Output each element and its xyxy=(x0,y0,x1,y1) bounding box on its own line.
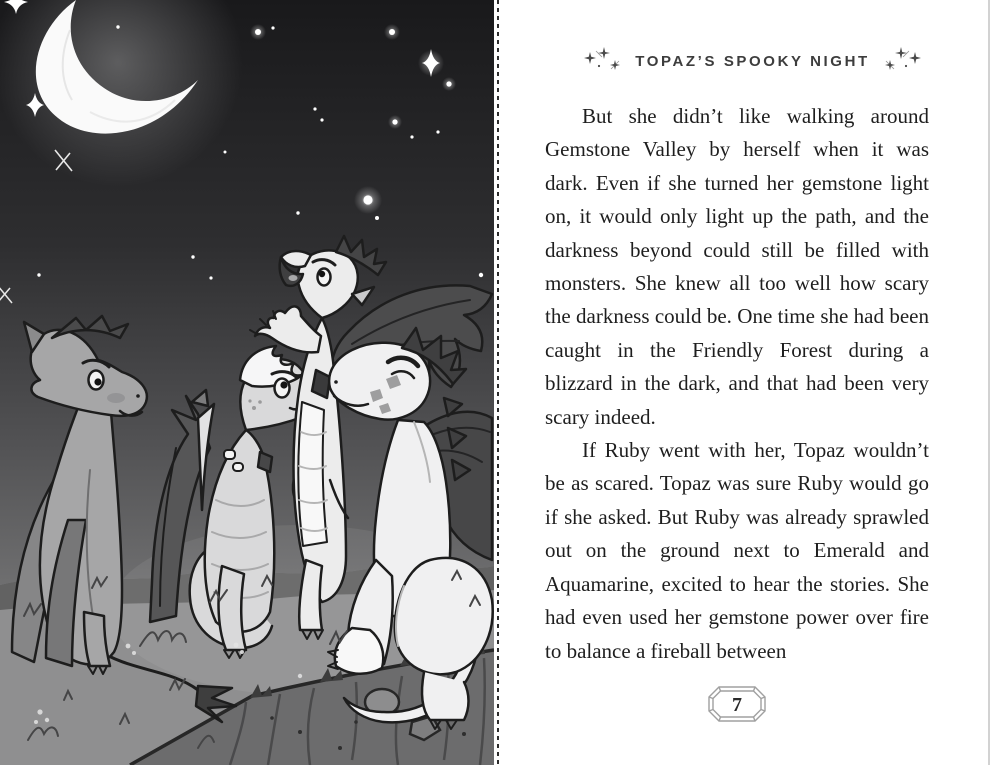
running-head: TOPAZ’S SPOOKY NIGHT xyxy=(635,52,870,70)
page-number: 7 xyxy=(732,694,742,716)
sparkle-cluster-left-icon xyxy=(582,46,626,76)
paragraph-2: If Ruby went with her, Topaz wouldn’t be as scared. Topaz was sure Ruby would go if she asked. But Ruby was already sprawled out on the ground next to Emerald and Aquamarine, excited to hear the stories. She had even used her gemstone power over fire to balance a fireball between xyxy=(545,438,929,663)
book-page-right xyxy=(505,0,1000,765)
sparkle-cluster-right-icon xyxy=(879,46,923,76)
paragraph-1: But she didn’t like walking around Gemstone Valley by herself when it was dark. Even if she turned her gemstone light on, it would only light up the path, and the darkness beyond could still be filled with monsters. She knew all too well how scary the darkness could be. One time she had been caught in the Friendly Forest during a blizzard in the dark, and that had been very scary indeed. xyxy=(545,104,929,429)
page-gutter-dashed-line xyxy=(497,0,499,765)
page-edge-shadow xyxy=(988,0,990,765)
running-head-row xyxy=(505,46,1000,76)
night-illustration xyxy=(0,0,494,765)
gem-badge-icon xyxy=(704,684,770,724)
page-number-badge xyxy=(545,684,929,724)
story-text xyxy=(545,100,929,668)
